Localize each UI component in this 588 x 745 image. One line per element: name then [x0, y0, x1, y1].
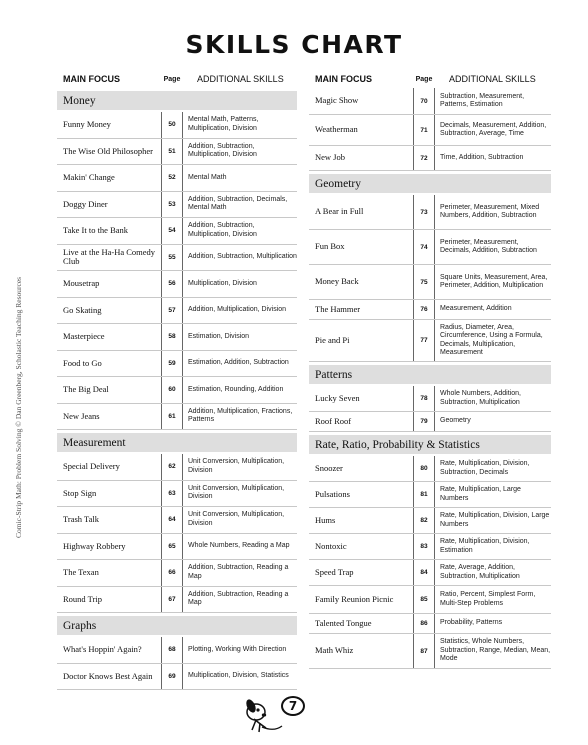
main-focus-header: MAIN FOCUS — [315, 74, 372, 84]
main-focus-cell: What's Hoppin' Again? — [63, 644, 142, 654]
page-number-cell: 79 — [413, 412, 435, 431]
main-focus-cell: Trash Talk — [63, 514, 100, 524]
table-row — [309, 508, 551, 534]
main-focus-cell: New Jeans — [63, 410, 100, 421]
table-row — [309, 230, 551, 265]
additional-skills-cell: Rate, Multiplication, Division, Large Numbers — [440, 512, 550, 528]
table-row — [57, 192, 297, 219]
page-number-cell: 87 — [413, 634, 435, 668]
main-focus-cell: Snoozer — [315, 462, 343, 473]
additional-skills-cell: Unit Conversion, Multiplication, Division — [188, 458, 285, 474]
additional-skills-cell: Decimals, Measurement, Addition, Subtraction, Average, Time — [440, 121, 547, 137]
page-number-cell: 70 — [413, 88, 435, 114]
table-row — [57, 664, 297, 691]
additional-skills-cell: Estimation, Division — [188, 332, 250, 340]
additional-skills-cell: Unit Conversion, Multiplication, Division — [188, 484, 285, 501]
table-row — [57, 298, 297, 325]
main-focus-cell: Hums — [315, 514, 336, 525]
table-row — [309, 265, 551, 300]
additional-skills-cell: Whole Numbers, Addition, Subtraction, Multiplication — [440, 390, 521, 406]
table-row — [309, 614, 551, 634]
additional-skills-cell: Subtraction, Measurement, Patterns, Estimation — [440, 92, 525, 108]
additional-skills-cell: Perimeter, Measurement, Mixed Numbers, Addition, Subtraction — [440, 203, 540, 219]
additional-skills-cell: Addition, Subtraction, Reading a Map — [188, 564, 289, 580]
table-row — [57, 271, 297, 298]
additional-skills-cell: Whole Numbers, Reading a Map — [188, 542, 290, 549]
page-number-cell: 69 — [161, 664, 183, 690]
section-heading-money: Money — [57, 91, 297, 110]
main-focus-cell: Round Trip — [63, 593, 102, 604]
right-column — [309, 70, 551, 669]
page-number-cell: 80 — [413, 456, 435, 481]
additional-skills-cell: Addition, Subtraction, Multiplication, Division — [188, 142, 257, 159]
additional-skills-header: ADDITIONAL SKILLS — [449, 74, 536, 84]
page-number-cell: 66 — [161, 560, 183, 586]
page-number-cell: 64 — [161, 507, 183, 533]
main-focus-cell: The Wise Old Philosopher — [63, 145, 153, 156]
main-focus-header: MAIN FOCUS — [63, 74, 120, 84]
page-number-cell: 50 — [161, 112, 183, 138]
table-row — [309, 320, 551, 362]
main-focus-cell: Funny Money — [63, 119, 111, 129]
additional-skills-cell: Addition, Subtraction, Multiplication, Division — [188, 222, 257, 238]
page-number: 7 — [281, 696, 305, 716]
main-focus-cell: Weatherman — [315, 124, 358, 135]
page-number-cell: 56 — [161, 271, 183, 297]
additional-skills-cell: Rate, Multiplication, Division, Estimation — [440, 538, 530, 554]
column-header — [57, 70, 297, 88]
additional-skills-cell: Mental Math — [188, 173, 227, 181]
additional-skills-cell: Rate, Multiplication, Division, Subtraction, Decimals — [440, 460, 530, 476]
page-number-cell: 62 — [161, 454, 183, 480]
table-row — [309, 146, 551, 171]
additional-skills-cell: Addition, Multiplication, Division — [188, 306, 287, 313]
additional-skills-cell: Rate, Average, Addition, Subtraction, Multiplication — [440, 564, 520, 580]
main-focus-cell: Go Skating — [63, 304, 102, 315]
page-number-cell: 54 — [161, 218, 183, 244]
main-focus-cell: Masterpiece — [63, 331, 105, 341]
additional-skills-cell: Addition, Subtraction, Multiplication — [188, 253, 297, 260]
main-focus-cell: Money Back — [315, 276, 359, 287]
additional-skills-cell: Estimation, Addition, Subtraction — [188, 359, 289, 366]
page-title: SKILLS CHART — [185, 30, 403, 59]
main-focus-cell: Stop Sign — [63, 487, 97, 498]
additional-skills-cell: Measurement, Addition — [440, 305, 512, 313]
table-row — [57, 139, 297, 166]
additional-skills-cell: Multiplication, Division — [188, 279, 257, 287]
additional-skills-cell: Multiplication, Division, Statistics — [188, 672, 289, 679]
table-row — [309, 482, 551, 508]
section-heading-geometry: Geometry — [309, 174, 551, 193]
main-focus-cell: Pie and Pi — [315, 334, 350, 345]
main-focus-cell: Take It to the Bank — [63, 225, 129, 235]
page-number-cell: 63 — [161, 481, 183, 507]
section-heading-graphs: Graphs — [57, 616, 297, 635]
column-header — [309, 70, 551, 88]
additional-skills-cell: Mental Math, Patterns, Multiplication, Division — [188, 116, 259, 132]
main-focus-cell: Mousetrap — [63, 278, 100, 288]
page-number-cell: 51 — [161, 139, 183, 165]
main-focus-cell: Pulsations — [315, 488, 350, 499]
page-header: Page — [163, 75, 181, 83]
table-row — [57, 324, 297, 351]
main-focus-cell: Speed Trap — [315, 566, 354, 577]
section-heading-measurement: Measurement — [57, 433, 297, 452]
table-row — [57, 218, 297, 245]
additional-skills-cell: Unit Conversion, Multiplication, Division — [188, 511, 285, 527]
table-row — [57, 534, 297, 561]
page-number-cell: 82 — [413, 508, 435, 533]
table-row — [309, 88, 551, 115]
additional-skills-cell: Ratio, Percent, Simplest Form, Multi-Step Problems — [440, 591, 536, 607]
table-row — [57, 245, 297, 272]
table-row — [57, 404, 297, 431]
section-heading-patterns: Patterns — [309, 365, 551, 384]
section-heading-rate-ratio-probability-and-statistics: Rate, Ratio, Probability & Statistics — [309, 435, 551, 454]
main-focus-cell: Special Delivery — [63, 461, 120, 471]
table-row — [57, 637, 297, 664]
page-number-cell: 52 — [161, 165, 183, 191]
page-number-cell: 74 — [413, 230, 435, 264]
page-number-cell: 65 — [161, 534, 183, 560]
page-number-cell: 71 — [413, 115, 435, 145]
table-row — [57, 351, 297, 378]
table-row — [309, 386, 551, 412]
table-row — [309, 300, 551, 320]
additional-skills-cell: Addition, Subtraction, Decimals, Mental Math — [188, 195, 288, 212]
additional-skills-cell: Addition, Multiplication, Fractions, Patterns — [188, 407, 293, 424]
page-header: Page — [415, 75, 433, 83]
main-focus-cell: Lucky Seven — [315, 392, 360, 403]
main-focus-cell: Magic Show — [315, 95, 359, 106]
page-number-cell: 73 — [413, 195, 435, 229]
table-row — [57, 507, 297, 534]
page-number-cell: 68 — [161, 637, 183, 663]
additional-skills-cell: Addition, Subtraction, Reading a Map — [188, 590, 289, 607]
main-focus-cell: The Texan — [63, 567, 99, 577]
page-number-cell: 85 — [413, 586, 435, 613]
table-row — [309, 634, 551, 669]
main-focus-cell: Live at the Ha-Ha Comedy Club — [63, 246, 156, 267]
table-row — [309, 115, 551, 146]
additional-skills-header: ADDITIONAL SKILLS — [197, 74, 284, 84]
main-focus-cell: Talented Tongue — [315, 617, 372, 628]
table-row — [57, 112, 297, 139]
page-number-cell: 72 — [413, 146, 435, 170]
table-row — [309, 560, 551, 586]
table-row — [309, 586, 551, 614]
main-focus-cell: Family Reunion Picnic — [315, 593, 394, 604]
main-focus-cell: The Hammer — [315, 303, 361, 314]
table-row — [57, 560, 297, 587]
main-focus-cell: New Job — [315, 152, 345, 163]
side-credit: Comic-Strip Math: Problem Solving © Dan Greenberg, Scholastic Teaching Resources — [14, 276, 23, 538]
page-number-cell: 67 — [161, 587, 183, 613]
main-focus-cell: Nontoxic — [315, 540, 347, 551]
additional-skills-cell: Time, Addition, Subtraction — [440, 153, 524, 161]
page-number-cell: 55 — [161, 245, 183, 271]
main-focus-cell: Highway Robbery — [63, 540, 126, 551]
page-number-cell: 86 — [413, 614, 435, 633]
main-focus-cell: Makin' Change — [63, 172, 115, 182]
right-column-body — [309, 88, 551, 669]
page-number-cell: 78 — [413, 386, 435, 411]
main-focus-cell: A Bear in Full — [315, 206, 364, 217]
main-focus-cell: Fun Box — [315, 241, 345, 252]
table-row — [309, 412, 551, 432]
main-focus-cell: Doctor Knows Best Again — [63, 670, 153, 681]
main-focus-cell: Doggy Diner — [63, 198, 108, 209]
page-number-cell: 57 — [161, 298, 183, 324]
page-number-cell: 83 — [413, 534, 435, 559]
main-focus-cell: The Big Deal — [63, 384, 109, 394]
additional-skills-cell: Perimeter, Measurement, Decimals, Addition, Subtraction — [440, 238, 537, 254]
table-row — [57, 165, 297, 192]
table-row — [57, 587, 297, 614]
additional-skills-cell: Rate, Multiplication, Large Numbers — [440, 486, 521, 502]
page-number-cell: 59 — [161, 351, 183, 377]
additional-skills-cell: Radius, Diameter, Area, Circumference, Using a Formula, Decimals, Multiplication, Measurement — [440, 323, 543, 356]
page-number-cell: 75 — [413, 265, 435, 299]
additional-skills-cell: Square Units, Measurement, Area, Perimeter, Addition, Multiplication — [440, 273, 548, 289]
left-column-body — [57, 91, 297, 690]
left-column — [57, 70, 297, 690]
page-number-cell: 60 — [161, 377, 183, 403]
additional-skills-cell: Statistics, Whole Numbers, Subtraction, Range, Median, Mean, Mode — [440, 638, 551, 663]
page-number-cell: 81 — [413, 482, 435, 507]
table-row — [309, 456, 551, 482]
main-focus-cell: Math Whiz — [315, 645, 354, 656]
main-focus-cell: Roof Roof — [315, 415, 352, 426]
page-number-cell: 61 — [161, 404, 183, 430]
table-row — [309, 534, 551, 560]
additional-skills-cell: Plotting, Working With Direction — [188, 645, 287, 653]
page-number-cell: 76 — [413, 300, 435, 319]
table-row — [57, 454, 297, 481]
table-row — [309, 195, 551, 230]
page-number-cell: 53 — [161, 192, 183, 218]
additional-skills-cell: Probability, Patterns — [440, 619, 503, 627]
additional-skills-cell: Estimation, Rounding, Addition — [188, 385, 284, 393]
page-number-cell: 84 — [413, 560, 435, 585]
table-row — [57, 377, 297, 404]
page-number-cell: 77 — [413, 320, 435, 361]
page-number-cell: 58 — [161, 324, 183, 350]
additional-skills-cell: Geometry — [440, 417, 471, 425]
main-focus-cell: Food to Go — [63, 357, 102, 368]
table-row — [57, 481, 297, 508]
